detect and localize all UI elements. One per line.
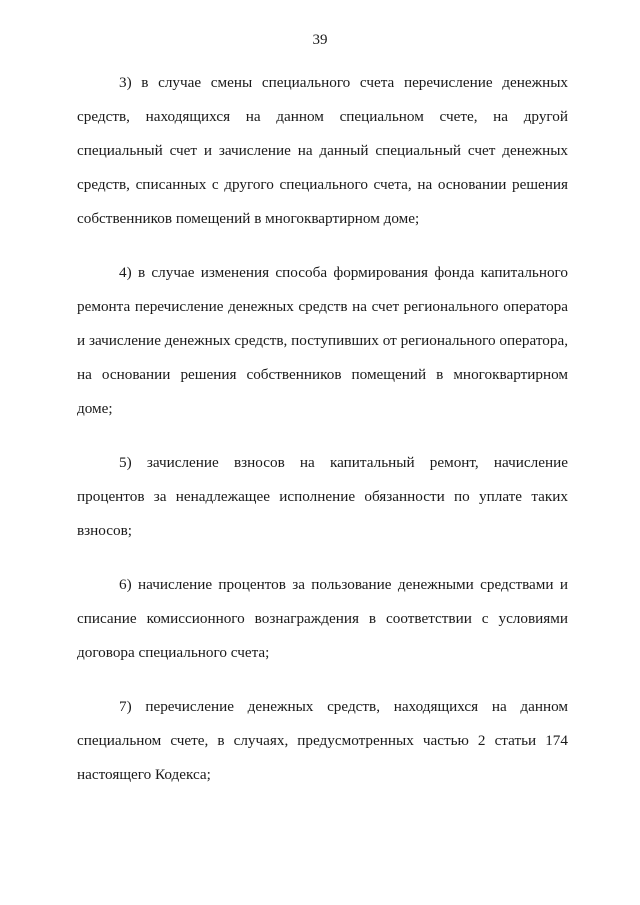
list-item-7: 7) перечисление денежных средств, находящихся на данном специальном счете, в случаях, предусмотренных частью 2 статьи 174 настоящего Кодекса; (77, 698, 568, 783)
list-item-6: 6) начисление процентов за пользование денежными средствами и списание комиссионного вознаграждения в соответствии с условиями договора специального счета; (77, 576, 568, 661)
document-body (77, 66, 568, 812)
list-item-5: 5) зачисление взносов на капитальный ремонт, начисление процентов за ненадлежащее исполнение обязанности по уплате таких взносов; (77, 454, 568, 539)
list-item-3: 3) в случае смены специального счета перечисление денежных средств, находящихся на данном специальном счете, на другой специальный счет и зачисление на данный специальный счет денежных средств, списанных с другого специального счета, на основании решения собственников помещений в многоквартирном доме; (77, 74, 568, 227)
list-item-4: 4) в случае изменения способа формирования фонда капитального ремонта перечисление денежных средств на счет регионального оператора и зачисление денежных средств, поступивших от регионального оператора, на основании решения собственников помещений в многоквартирном доме; (77, 264, 568, 417)
page-number: 39 (312, 32, 328, 48)
